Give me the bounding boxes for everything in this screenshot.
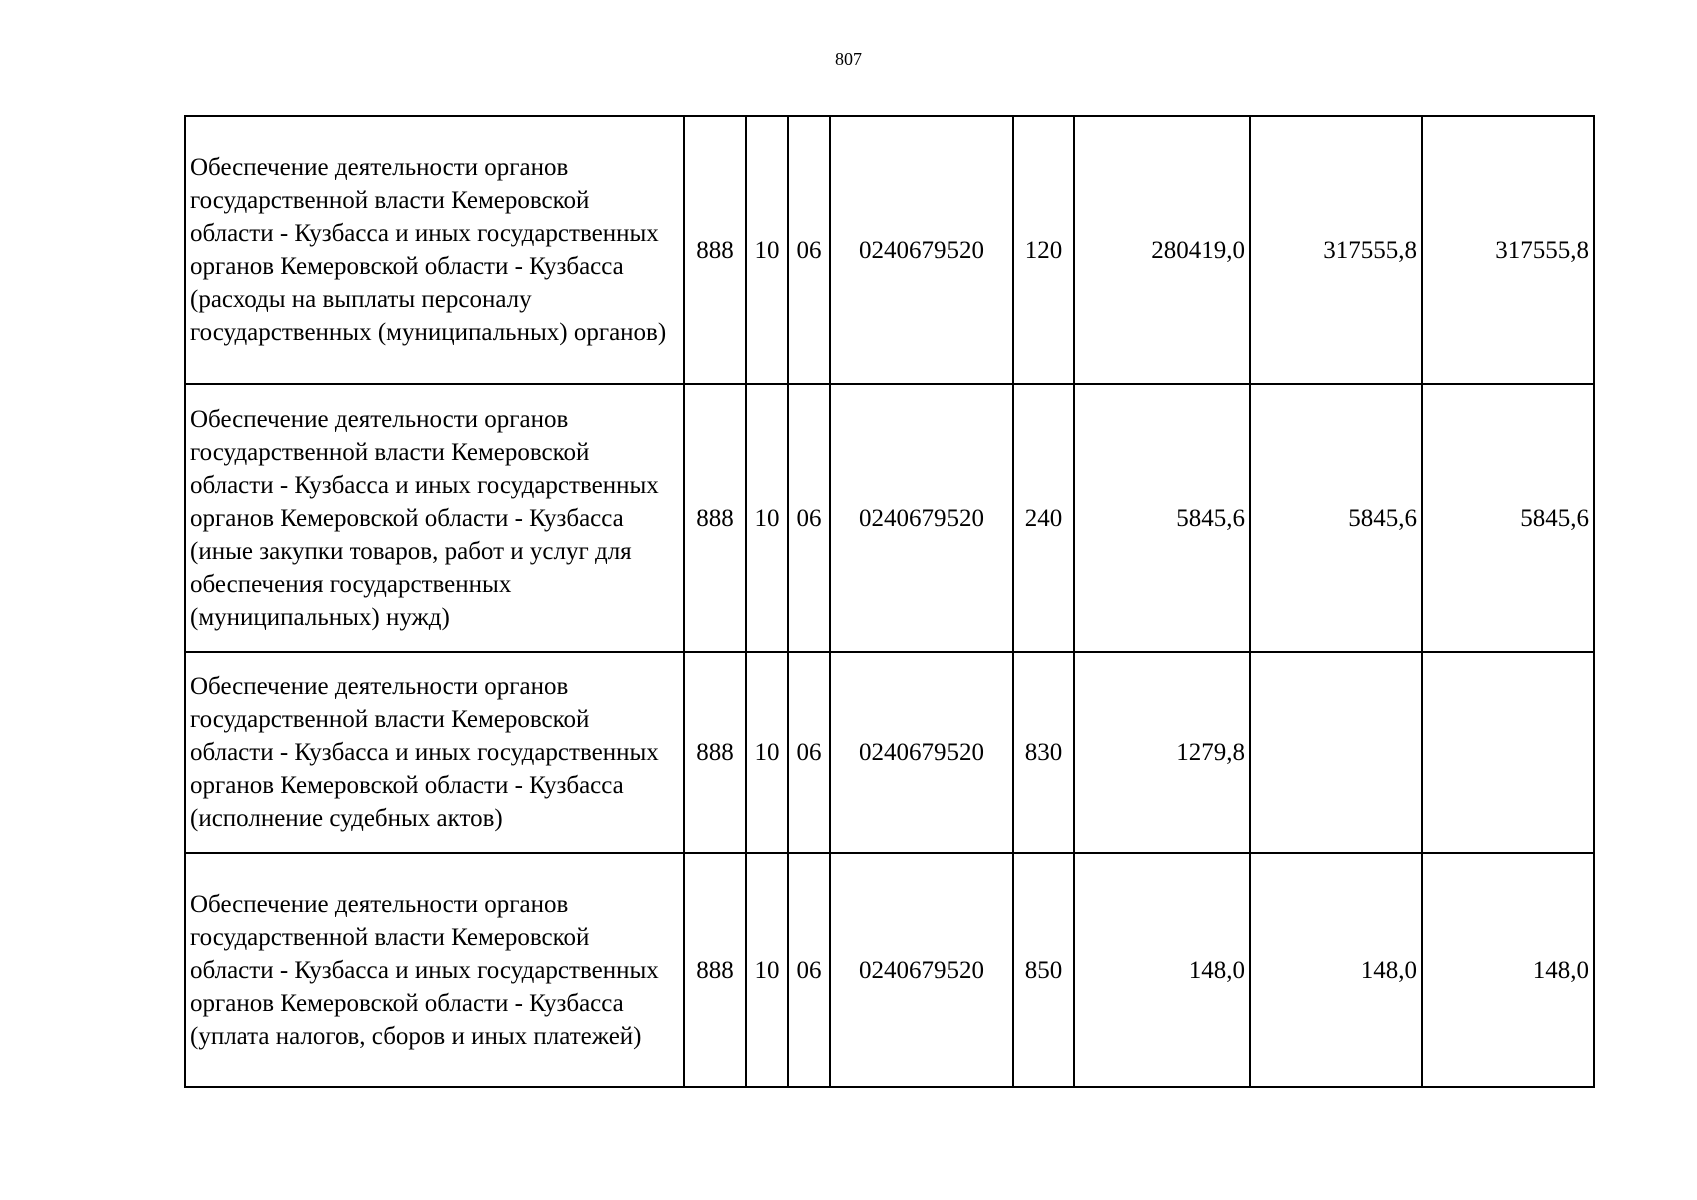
ministry-code-cell: 888 — [684, 853, 746, 1087]
target-article-cell: 0240679520 — [830, 853, 1013, 1087]
page-number: 807 — [835, 49, 862, 69]
amount-2-cell: 5845,6 — [1250, 384, 1422, 652]
expense-type-cell: 850 — [1013, 853, 1074, 1087]
description-cell: Обеспечение деятельности органов государственной власти Кемеровской области - Кузбасса и иных государственных органов Кемеровской области - Кузбасса (уплата налогов, сборов и иных платежей) — [185, 853, 684, 1087]
ministry-code-cell: 888 — [684, 116, 746, 384]
amount-2-cell: 317555,8 — [1250, 116, 1422, 384]
description-cell: Обеспечение деятельности органов государственной власти Кемеровской области - Кузбасса и иных государственных органов Кемеровской области - Кузбасса (исполнение судебных актов) — [185, 652, 684, 853]
subsection-code-cell: 06 — [788, 384, 830, 652]
table-row — [185, 853, 1594, 1087]
amount-2-cell: 148,0 — [1250, 853, 1422, 1087]
table-row — [185, 384, 1594, 652]
amount-3-cell: 317555,8 — [1422, 116, 1594, 384]
section-code-cell: 10 — [746, 652, 788, 853]
amount-1-cell: 5845,6 — [1074, 384, 1250, 652]
description-cell: Обеспечение деятельности органов государственной власти Кемеровской области - Кузбасса и иных государственных органов Кемеровской области - Кузбасса (расходы на выплаты персоналу государственных (муниципальных) органов) — [185, 116, 684, 384]
table-row — [185, 652, 1594, 853]
amount-1-cell: 1279,8 — [1074, 652, 1250, 853]
amount-1-cell: 280419,0 — [1074, 116, 1250, 384]
target-article-cell: 0240679520 — [830, 652, 1013, 853]
expense-type-cell: 240 — [1013, 384, 1074, 652]
expense-type-cell: 830 — [1013, 652, 1074, 853]
amount-3-cell: 148,0 — [1422, 853, 1594, 1087]
target-article-cell: 0240679520 — [830, 116, 1013, 384]
subsection-code-cell: 06 — [788, 853, 830, 1087]
expense-type-cell: 120 — [1013, 116, 1074, 384]
subsection-code-cell: 06 — [788, 116, 830, 384]
section-code-cell: 10 — [746, 853, 788, 1087]
amount-3-cell: 5845,6 — [1422, 384, 1594, 652]
ministry-code-cell: 888 — [684, 384, 746, 652]
amount-1-cell: 148,0 — [1074, 853, 1250, 1087]
section-code-cell: 10 — [746, 116, 788, 384]
amount-3-cell — [1422, 652, 1594, 853]
target-article-cell: 0240679520 — [830, 384, 1013, 652]
section-code-cell: 10 — [746, 384, 788, 652]
table-row — [185, 116, 1594, 384]
budget-table — [184, 115, 1595, 1088]
amount-2-cell — [1250, 652, 1422, 853]
description-cell: Обеспечение деятельности органов государственной власти Кемеровской области - Кузбасса и иных государственных органов Кемеровской области - Кузбасса (иные закупки товаров, работ и услуг для обеспечения государственных (муниципальных) нужд) — [185, 384, 684, 652]
ministry-code-cell: 888 — [684, 652, 746, 853]
subsection-code-cell: 06 — [788, 652, 830, 853]
